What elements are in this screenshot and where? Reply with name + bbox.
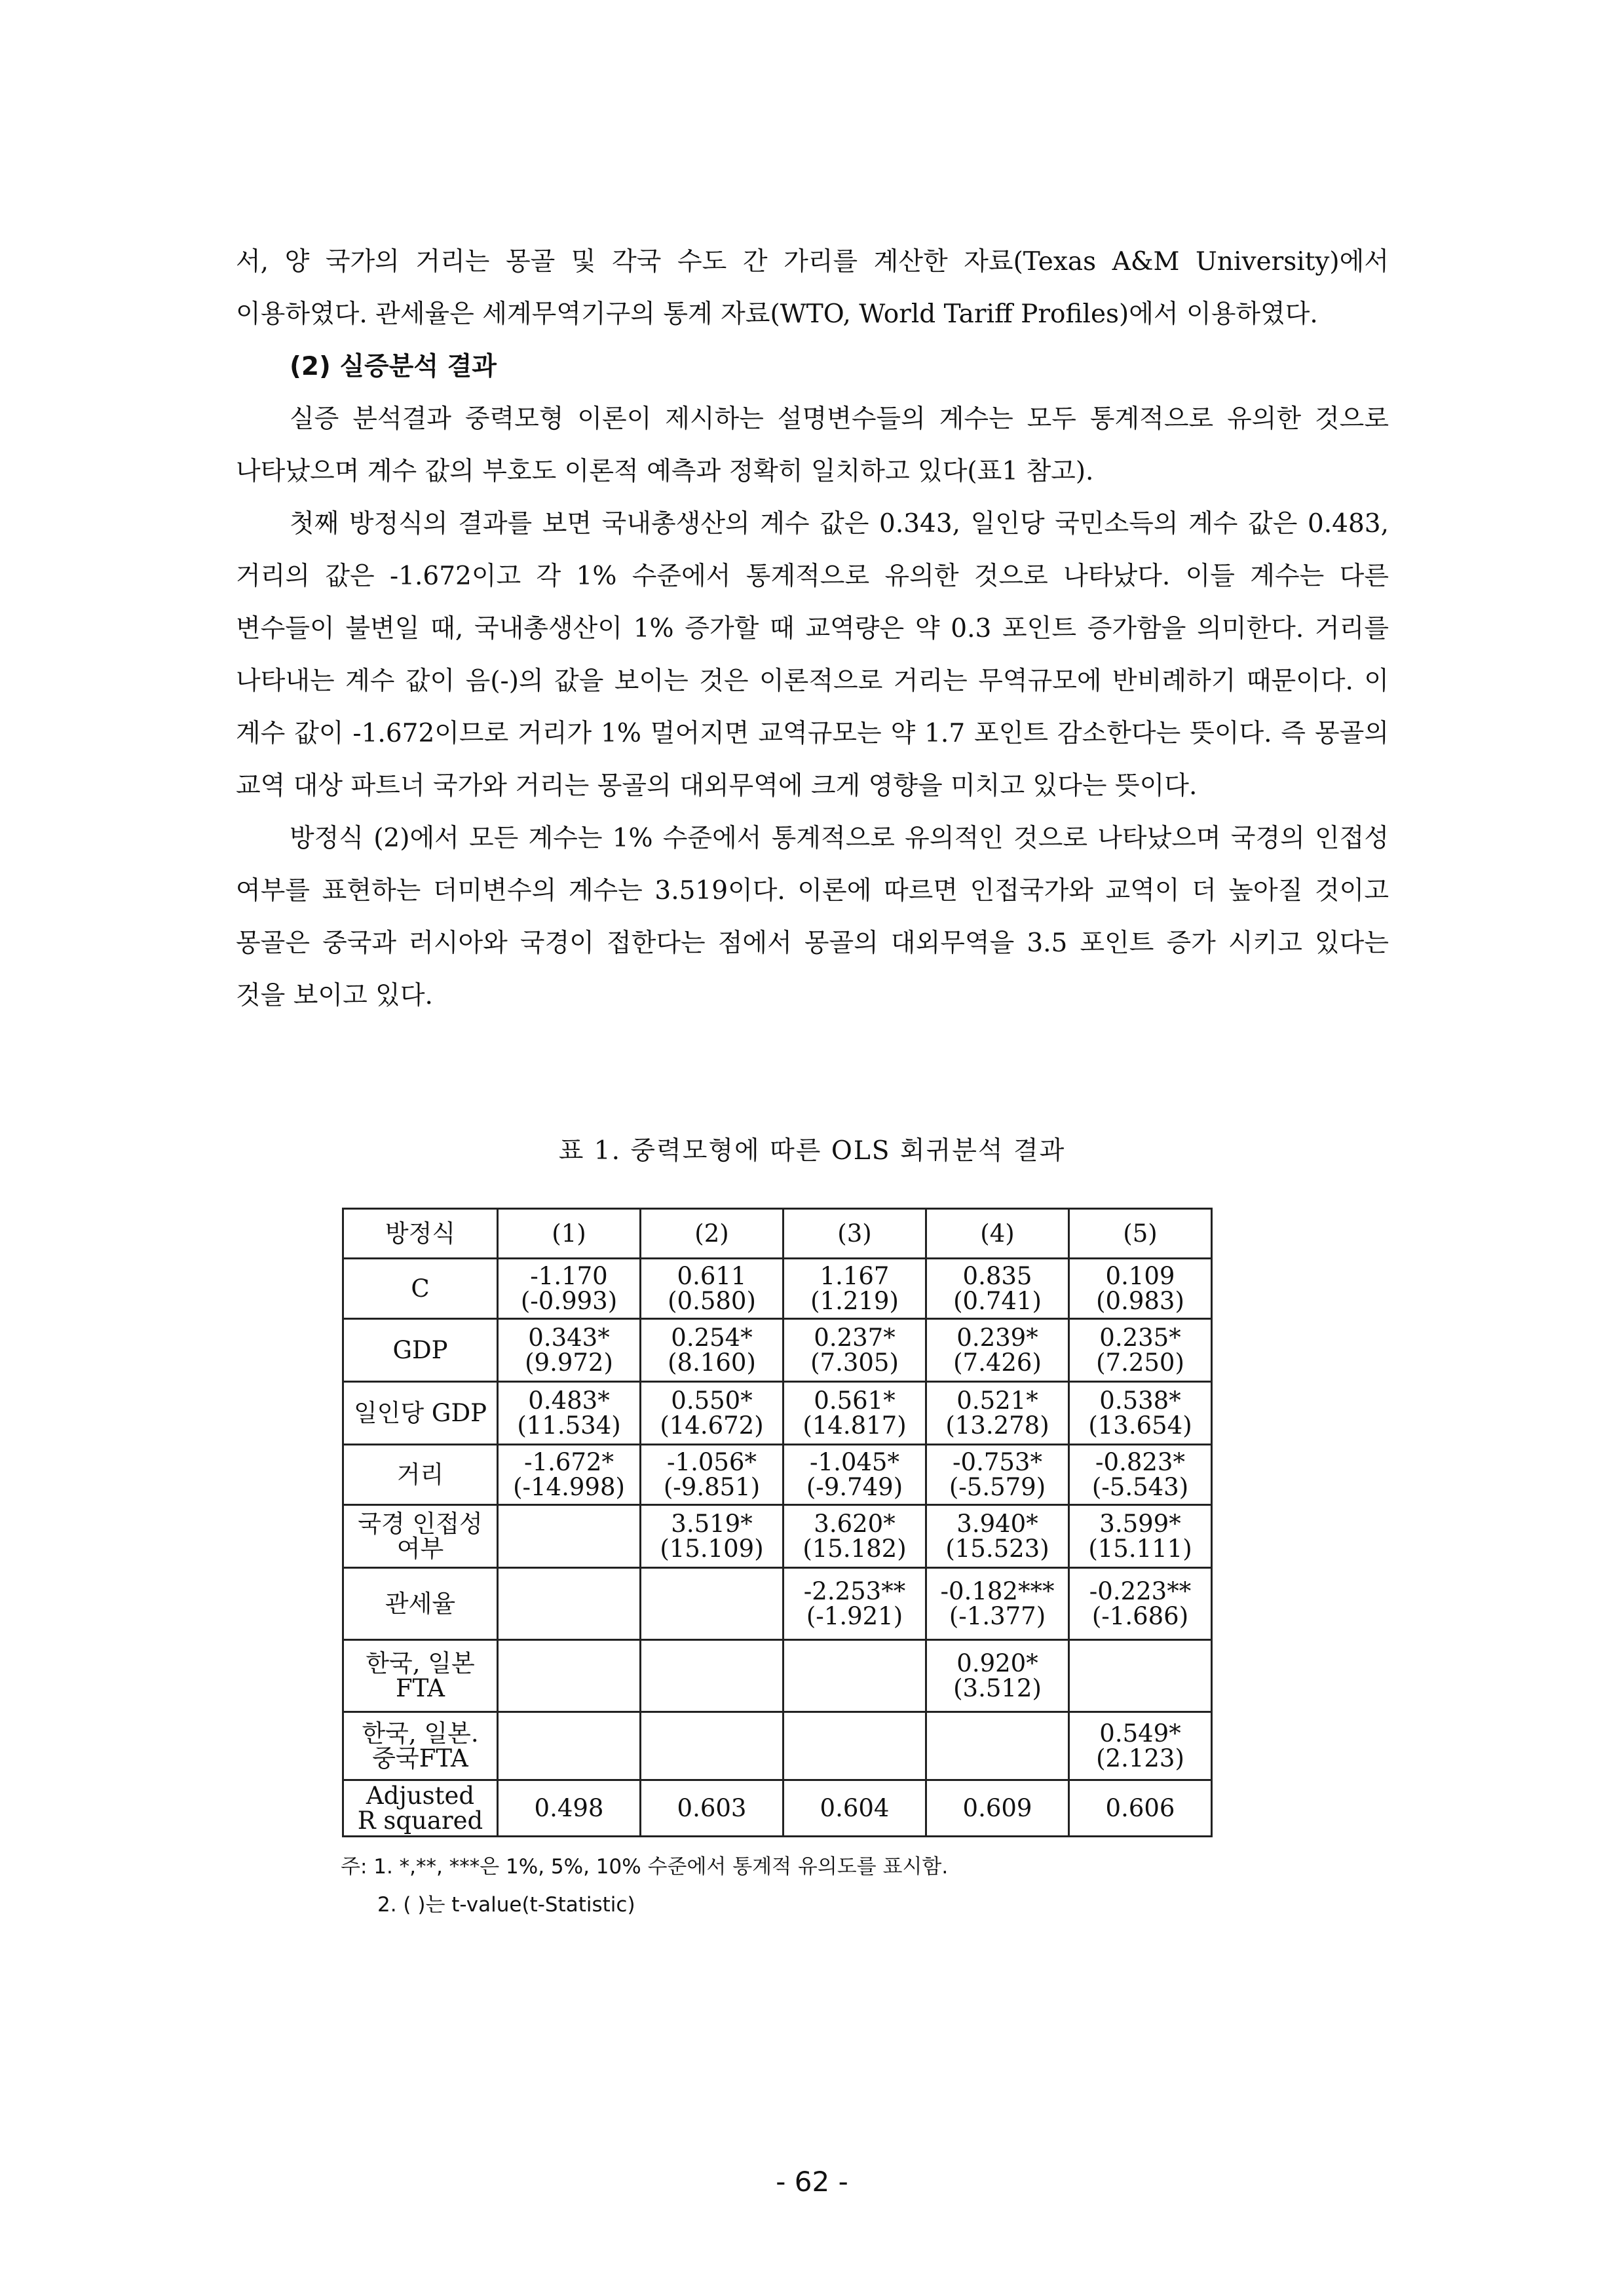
value-cell: [498, 1505, 641, 1568]
note-1: 주: 1. *,**, ***은 1%, 5%, 10% 수준에서 통계적 유의도를 표시함.: [341, 1855, 949, 1879]
page-number: - 62 -: [776, 2166, 848, 2198]
coefficient-text: 1.167: [820, 1261, 890, 1290]
row-label-cell: [343, 1505, 498, 1568]
table-row: [343, 1568, 1212, 1640]
row-label-text: R squared: [357, 1806, 483, 1835]
table-row: [343, 1319, 1212, 1382]
table-header-row: [343, 1209, 1212, 1259]
value-cell: [1069, 1382, 1212, 1445]
value-cell: [926, 1259, 1069, 1319]
header-cell: (4): [926, 1209, 1069, 1259]
t-stat-text: (1.219): [810, 1286, 899, 1315]
value-cell: [926, 1505, 1069, 1568]
value-cell: [641, 1259, 784, 1319]
value-cell: [641, 1505, 784, 1568]
table-caption: 표 1. 중력모형에 따른 OLS 회귀분석 결과: [558, 1136, 1066, 1166]
value-cell: [784, 1259, 926, 1319]
value-cell: [1069, 1780, 1212, 1837]
t-stat-text: (-0.993): [520, 1286, 618, 1315]
coefficient-text: -0.223**: [1089, 1577, 1192, 1605]
row-label-text: 한국, 일본.: [362, 1719, 479, 1748]
coefficient-text: -0.182***: [940, 1577, 1055, 1605]
value-cell: [498, 1640, 641, 1712]
value-cell: [784, 1505, 926, 1568]
value-cell: [498, 1445, 641, 1505]
header-cell-equation: 방정식: [343, 1209, 498, 1259]
row-label-text: 거리: [396, 1460, 444, 1489]
t-stat-text: (-5.579): [949, 1472, 1046, 1501]
value-cell: [784, 1640, 926, 1712]
value-cell: [498, 1712, 641, 1780]
table-row: [343, 1780, 1212, 1837]
t-stat-text: (-1.377): [949, 1601, 1046, 1630]
table-row: [343, 1640, 1212, 1712]
t-stat-text: (2.123): [1096, 1744, 1184, 1772]
value-cell: [784, 1568, 926, 1640]
row-label-cell: [343, 1640, 498, 1712]
regression-table: [342, 1208, 1213, 1837]
value-cell: [641, 1712, 784, 1780]
value-cell: [1069, 1259, 1212, 1319]
row-label-cell: [343, 1568, 498, 1640]
t-stat-text: (15.109): [660, 1534, 764, 1563]
value-cell: [784, 1445, 926, 1505]
value-cell: [498, 1319, 641, 1382]
value-cell: [498, 1382, 641, 1445]
row-label-cell: [343, 1382, 498, 1445]
coefficient-text: -1.672*: [524, 1447, 614, 1476]
t-stat-text: (-9.749): [806, 1472, 903, 1501]
t-stat-text: (7.305): [810, 1348, 899, 1377]
value-cell: [1069, 1505, 1212, 1568]
note-2: 2. ( )는 t-value(t-Statistic): [377, 1893, 635, 1917]
coefficient-text: 0.835: [962, 1261, 1032, 1290]
value-cell: [1069, 1712, 1212, 1780]
row-label-text: C: [411, 1274, 430, 1303]
t-stat-text: (0.983): [1096, 1286, 1184, 1315]
coefficient-text: 0.549*: [1099, 1719, 1181, 1748]
t-stat-text: (15.182): [803, 1534, 907, 1563]
row-label-text: GDP: [392, 1335, 448, 1364]
t-stat-text: (-14.998): [513, 1472, 625, 1501]
coefficient-text: 0.109: [1105, 1261, 1175, 1290]
t-stat-text: (9.972): [525, 1348, 613, 1377]
coefficient-text: -1.045*: [810, 1447, 899, 1476]
value-cell: [926, 1319, 1069, 1382]
row-label-cell: [343, 1259, 498, 1319]
value-cell: [641, 1445, 784, 1505]
paragraph-3: 첫째 방정식의 결과를 보면 국내총생산의 계수 값은 0.343, 일인당 국민소득의 계수 값은 0.483, 거리의 값은 -1.672이고 각 1% 수준에서 통계적으로 유의한 것으로 나타났다. 이들 계수는 다른 변수들이 불변일 때, 국내총생산이 1% 증가할 때 교역량은 약 0.3 포인트 증가함을 의미한다. 거리를 나타내는 계수 값이 음(-)의 값을 보이는 것은 이론적으로 거리는 무역규모에 반비례하기 때문이다. 이 계수 값이 -1.672이므로 거리가 1% 멀어지면 교역규모는 약 1.7 포인트 감소한다는 뜻이다. 즉 몽골의 교역 대상 파트너 국가와 거리는 몽골의 대외무역에 크게 영향을 미치고 있다는 뜻이다.: [236, 509, 1389, 801]
header-cell: (5): [1069, 1209, 1212, 1259]
t-stat-text: (0.580): [668, 1286, 756, 1315]
header-cell: (3): [784, 1209, 926, 1259]
coefficient-text: 3.620*: [814, 1509, 896, 1538]
header-cell: (1): [498, 1209, 641, 1259]
value-cell: [498, 1780, 641, 1837]
table-row: [343, 1445, 1212, 1505]
coefficient-text: 3.519*: [671, 1509, 753, 1538]
value-cell: [926, 1445, 1069, 1505]
value-cell: [926, 1568, 1069, 1640]
row-label-text: 국경 인접성: [358, 1509, 483, 1538]
coefficient-text: 0.920*: [956, 1649, 1038, 1677]
t-stat-text: (11.534): [517, 1411, 621, 1440]
table-row: [343, 1259, 1212, 1319]
coefficient-text: 0.611: [677, 1261, 747, 1290]
row-label-text: FTA: [395, 1674, 445, 1702]
t-stat-text: (14.672): [660, 1411, 764, 1440]
coefficient-text: 3.940*: [956, 1509, 1038, 1538]
value-cell: [641, 1382, 784, 1445]
paragraph-4: 방정식 (2)에서 모든 계수는 1% 수준에서 통계적으로 유의적인 것으로 나타났으며 국경의 인접성 여부를 표현하는 더미변수의 계수는 3.519이다. 이론에 따르면 인접국가와 교역이 더 높아질 것이고 몽골은 중국과 러시아와 국경이 접한다는 점에서 몽골의 대외무역을 3.5 포인트 증가 시키고 있다는 것을 보이고 있다.: [236, 824, 1389, 1010]
value-cell: [784, 1382, 926, 1445]
value-cell: [784, 1712, 926, 1780]
t-stat-text: (13.278): [945, 1411, 1049, 1440]
coefficient-text: 0.604: [820, 1793, 890, 1822]
coefficient-text: 0.603: [677, 1793, 747, 1822]
value-cell: [641, 1568, 784, 1640]
value-cell: [784, 1780, 926, 1837]
t-stat-text: (7.250): [1096, 1348, 1184, 1377]
coefficient-text: 0.521*: [956, 1386, 1038, 1415]
table-row: [343, 1505, 1212, 1568]
value-cell: [926, 1780, 1069, 1837]
value-cell: [641, 1319, 784, 1382]
table-notes: [341, 1848, 948, 1924]
coefficient-text: 0.254*: [671, 1323, 753, 1352]
row-label-cell: [343, 1445, 498, 1505]
t-stat-text: (14.817): [803, 1411, 907, 1440]
coefficient-text: -0.753*: [953, 1447, 1042, 1476]
coefficient-text: -1.170: [530, 1261, 608, 1290]
t-stat-text: (-1.921): [806, 1601, 903, 1630]
row-label-cell: [343, 1780, 498, 1837]
row-label-text: 여부: [396, 1534, 444, 1563]
row-label-text: 관세율: [385, 1589, 456, 1618]
t-stat-text: (-9.851): [663, 1472, 761, 1501]
value-cell: [641, 1640, 784, 1712]
row-label-text: Adjusted: [366, 1781, 475, 1810]
coefficient-text: 0.561*: [814, 1386, 896, 1415]
row-label-text: 한국, 일본: [366, 1649, 475, 1677]
paragraph-1: 서, 양 국가의 거리는 몽골 및 각국 수도 간 가리를 계산한 자료(Texas A&M University)에서 이용하였다. 관세율은 세계무역기구의 통계 자료(WTO, World Tariff Profiles)에서 이용하였다.: [236, 247, 1389, 329]
value-cell: [1069, 1568, 1212, 1640]
t-stat-text: (8.160): [668, 1348, 756, 1377]
table-row: [343, 1382, 1212, 1445]
value-cell: [926, 1712, 1069, 1780]
value-cell: [784, 1319, 926, 1382]
value-cell: [1069, 1319, 1212, 1382]
t-stat-text: (3.512): [953, 1674, 1042, 1702]
coefficient-text: 0.483*: [528, 1386, 610, 1415]
coefficient-text: 0.606: [1105, 1793, 1175, 1822]
value-cell: [498, 1259, 641, 1319]
coefficient-text: -1.056*: [667, 1447, 757, 1476]
value-cell: [1069, 1445, 1212, 1505]
row-label-text: 중국FTA: [372, 1744, 468, 1772]
value-cell: [926, 1382, 1069, 1445]
value-cell: [641, 1780, 784, 1837]
t-stat-text: (13.654): [1088, 1411, 1192, 1440]
row-label-cell: [343, 1319, 498, 1382]
row-label-cell: [343, 1712, 498, 1780]
t-stat-text: (15.523): [945, 1534, 1049, 1563]
table-row: [343, 1712, 1212, 1780]
t-stat-text: (7.426): [953, 1348, 1042, 1377]
row-label-text: 일인당 GDP: [353, 1398, 487, 1427]
section-heading: (2) 실증분석 결과: [290, 352, 497, 381]
value-cell: [1069, 1640, 1212, 1712]
value-cell: [926, 1640, 1069, 1712]
coefficient-text: 0.235*: [1099, 1323, 1181, 1352]
header-cell: (2): [641, 1209, 784, 1259]
coefficient-text: -2.253**: [803, 1577, 906, 1605]
t-stat-text: (15.111): [1088, 1534, 1192, 1563]
paragraph-2: 실증 분석결과 중력모형 이론이 제시하는 설명변수들의 계수는 모두 통계적으로 유의한 것으로 나타났으며 계수 값의 부호도 이론적 예측과 정확히 일치하고 있다(표1 참고).: [236, 404, 1389, 486]
coefficient-text: 0.550*: [671, 1386, 753, 1415]
body-text: [236, 236, 1389, 1022]
coefficient-text: 0.343*: [528, 1323, 610, 1352]
coefficient-text: 0.498: [534, 1793, 604, 1822]
coefficient-text: 0.609: [962, 1793, 1032, 1822]
coefficient-text: -0.823*: [1095, 1447, 1185, 1476]
coefficient-text: 3.599*: [1099, 1509, 1181, 1538]
coefficient-text: 0.237*: [814, 1323, 896, 1352]
value-cell: [498, 1568, 641, 1640]
t-stat-text: (-1.686): [1091, 1601, 1189, 1630]
coefficient-text: 0.239*: [956, 1323, 1038, 1352]
t-stat-text: (-5.543): [1091, 1472, 1189, 1501]
t-stat-text: (0.741): [953, 1286, 1042, 1315]
coefficient-text: 0.538*: [1099, 1386, 1181, 1415]
